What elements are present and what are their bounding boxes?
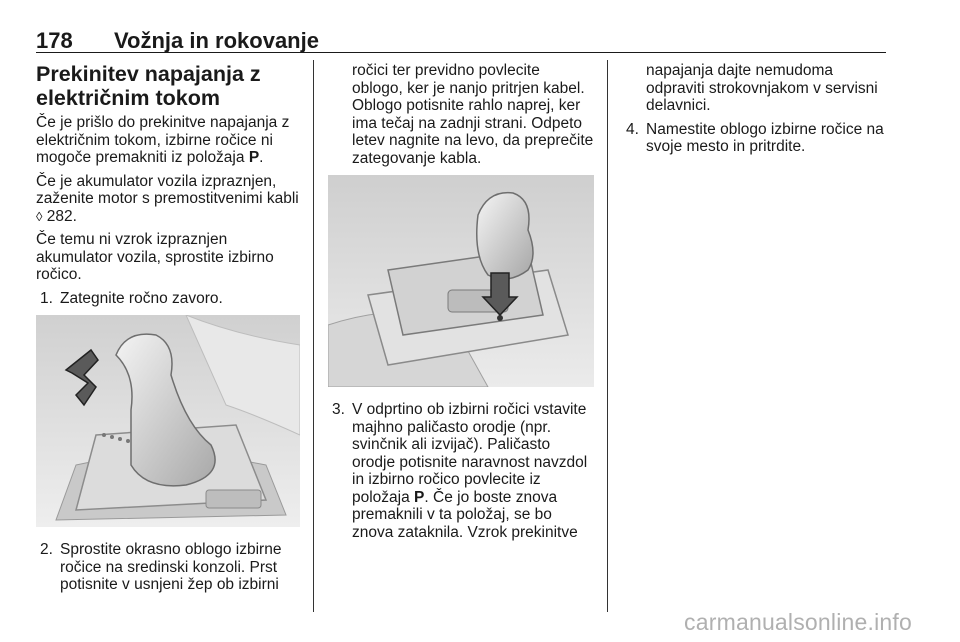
watermark: carmanualsonline.info [684, 609, 912, 635]
column-divider [607, 60, 608, 612]
position-p-bold: P [248, 149, 260, 166]
section-title-line1: Prekinitev napajanja z [36, 62, 261, 86]
step-text: napajanja dajte nemudoma odpraviti strokovnjakom v servisni delavnici. [646, 62, 878, 114]
figure-release-slot [328, 175, 594, 387]
page-header [36, 26, 886, 53]
position-p-bold: P [414, 488, 425, 506]
figure-gear-lever-trim [36, 315, 300, 527]
step-number: 2. [40, 541, 53, 558]
release-slot-illustration [328, 175, 594, 387]
text-run: . [259, 149, 264, 166]
step-text [352, 401, 587, 541]
page-ref-arrow-icon: ◊ [36, 208, 43, 224]
step-number: 3. [332, 401, 345, 418]
step-text: ročici ter previdno povlecite oblogo, ker je nanjo pritrjen kabel. Oblogo potisnite rahlo naprej, ker ima tečaj na zadnji strani. Odpeto letev nagnite na levo, da preprečite zategovanje kabla. [352, 62, 594, 167]
text-run: Če je akumulator vozila izpraznjen, zaženite motor s premostitvenimi kabli [36, 172, 299, 207]
running-title: Vožnja in rokovanje [114, 28, 319, 53]
step-number: 1. [40, 289, 53, 307]
step-4 [622, 121, 892, 156]
step-text: Namestite oblogo izbirne ročice na svoje mesto in pritrdite. [646, 120, 884, 155]
step-text: Zategnite ročno zavoro. [60, 289, 223, 307]
column-3 [622, 62, 892, 162]
gear-lever-illustration [36, 315, 300, 527]
section-title-line2: električnim tokom [36, 86, 220, 110]
column-2 [328, 62, 594, 547]
page-ref-link[interactable]: 282. [42, 207, 77, 225]
paragraph-battery [36, 173, 300, 226]
paragraph-power-outage [36, 114, 300, 167]
column-1 [36, 62, 300, 600]
paragraph-release-lever: Če temu ni vzrok izpraznjen akumulator vozila, sprostite izbirno ročico. [36, 231, 274, 283]
column-divider [313, 60, 314, 612]
section-title [36, 62, 300, 110]
step-number: 4. [626, 120, 639, 138]
step-1 [36, 290, 300, 308]
step-3-continued [622, 62, 892, 115]
text-run: Če je prišlo do prekinitve napajanja z električnim tokom, izbirne ročice ni mogoče premakniti iz položaja [36, 114, 290, 166]
step-3 [328, 401, 594, 541]
step-text: Sprostite okrasno oblogo izbirne ročice na sredinski konzoli. Prst potisnite v usnjeni žep ob izbirni [60, 541, 282, 593]
step-2 [36, 541, 300, 594]
text-run: . Če jo boste znova premaknili v ta položaj, se bo znova zataknila. Vzrok prekinitve [352, 488, 578, 541]
step-2-continued [328, 62, 594, 167]
text-run: V odprtino ob izbirni ročici vstavite majhno paličasto orodje (npr. svinčnik ali izvijač). Paličasto orodje potisnite naravnost navzdol in izbirno ročico povlecite iz položaja [352, 401, 588, 506]
page-number: 178 [36, 28, 73, 53]
